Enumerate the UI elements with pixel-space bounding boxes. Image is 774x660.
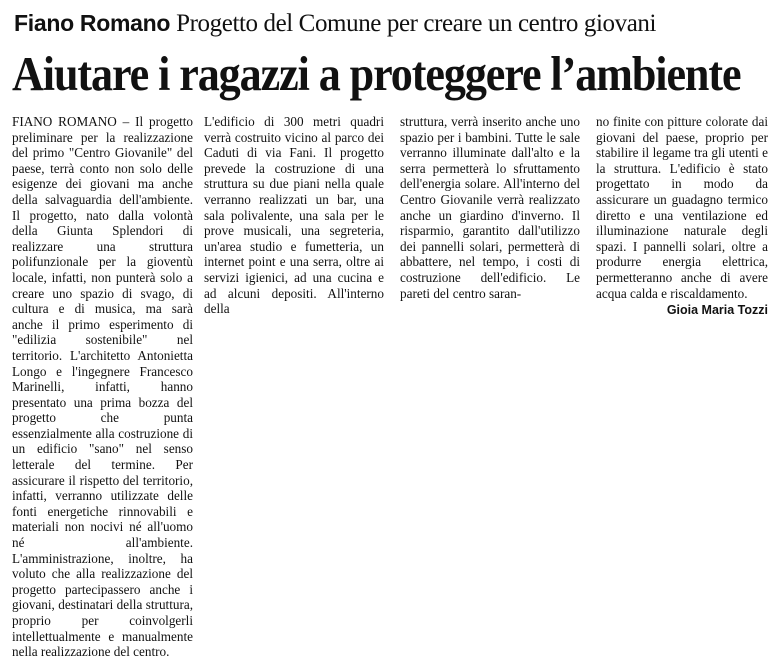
article-kicker xyxy=(14,10,770,44)
article-headline: Aiutare i ragazzi a proteggere l’ambiente xyxy=(12,46,741,101)
article-column-2 xyxy=(204,114,384,317)
column-2-text: L'edificio di 300 metri quadri verrà costruito vicino al parco dei Caduti di via Fani. Il progetto prevede la costruzione di una struttura su due piani nella quale verranno realizzati un bar, una sala polivalente, una sala per le prove musicali, una segreteria, un'area studio e fumetteria, un internet point e una serra, oltre ai servizi igienici, ad una cucina e ad alcuni depositi. All'interno della xyxy=(204,114,384,317)
column-1-text: FIANO ROMANO – Il progetto preliminare per la realizzazione del primo "Centro Giovanile" del paese, terrà conto non solo delle esigenze dei giovani ma anche della salvaguardia dell'ambiente. Il progetto, nato dalla volontà della Giunta Splendori di realizzare una struttura polifunzionale per la gioventù locale, infatti, non punterà solo a creare uno spazio di svago, di cultura e di musica, ma sarà anche il primo esperimento di "edilizia sostenibile" nel territorio. L'architetto Antonietta Longo e l'ingegnere Francesco Marinelli, infatti, hanno presentato una prima bozza del progetto che punta essenzialmente alla costruzione di un edificio "sano" nel senso letterale del termine. Per assicurare il rispetto del territorio, infatti, verranno utilizzate delle fonti energetiche rinnovabili e materiali non nocivi né all'uomo né all'ambiente. L'amministrazione, inoltre, ha voluto che alla realizzazione del progetto partecipassero anche i giovani, destinatari della struttura, proprio per coinvolgerli intellettualmente e manualmente nella realizzazione del centro. xyxy=(12,114,193,660)
column-4-text: no finite con pitture colorate dai giovani del paese, proprio per stabilire il legame tra gli utenti e la struttura. L'edificio è stato progettato in modo da assicurare un guadagno termico diretto e una ventilazione ed illuminazione naturale degli spazi. I pannelli solari, oltre a produrre energia elettrica, permetteranno anche di avere acqua calda e riscaldamento. xyxy=(596,114,768,301)
article-column-4 xyxy=(596,114,768,318)
kicker-subtitle: Progetto del Comune per creare un centro giovani xyxy=(176,10,657,37)
article-column-3 xyxy=(400,114,580,301)
kicker-place: Fiano Romano xyxy=(14,10,171,36)
article-author: Gioia Maria Tozzi xyxy=(666,303,768,318)
article-column-1 xyxy=(12,114,193,660)
column-3-text: struttura, verrà inserito anche uno spazio per i bambini. Tutte le sale verranno illuminate dall'alto e la serra permetterà lo sfruttamento dell'energia solare. All'interno del Centro Giovanile verrà realizzato anche un giardino d'inverno. Il risparmio, garantito dall'utilizzo dei pannelli solari, permetterà di abbattere, nel tempo, i costi di costruzione dell'edificio. Le pareti del centro saran- xyxy=(400,114,580,301)
